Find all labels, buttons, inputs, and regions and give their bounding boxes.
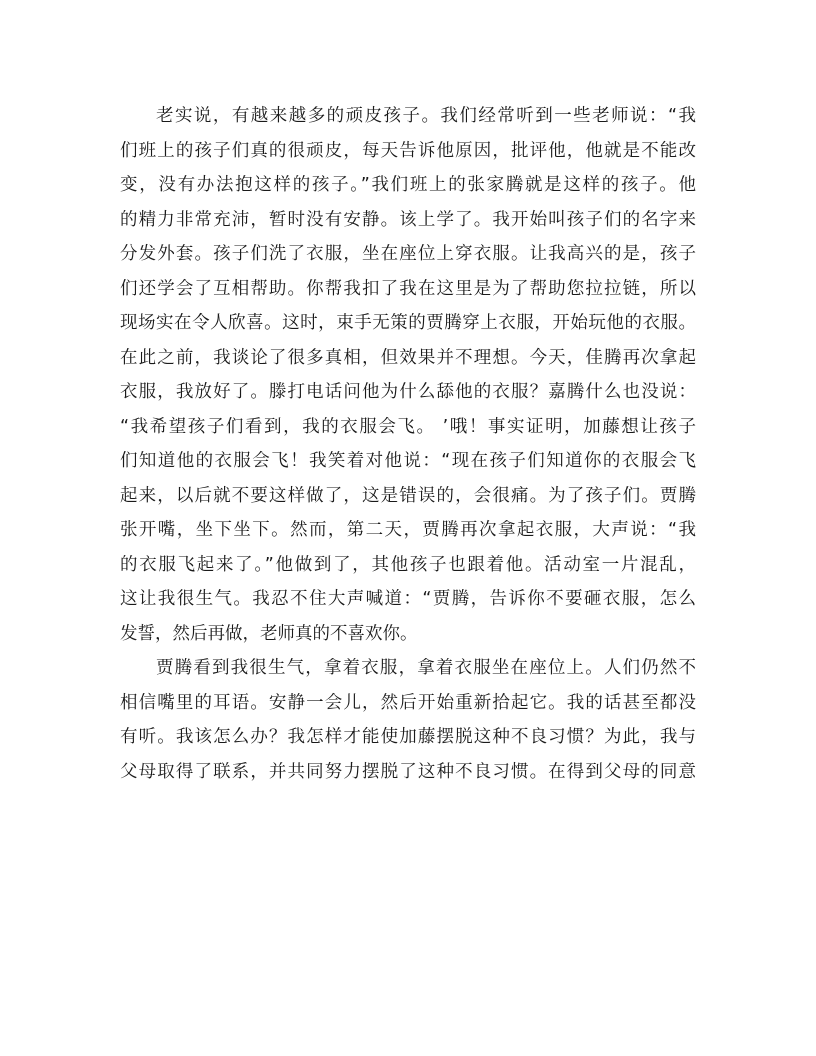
- paragraph-1-line-16: 发誓，然后再做，老师真的不喜欢你。: [120, 623, 418, 644]
- paragraph-1-line-4: 的精力非常充沛，暂时没有安静。该上学了。我开始叫孩子们的名字来: [120, 209, 696, 230]
- paragraph-1-line-14: 的衣服飞起来了。”他做到了，其他孩子也跟着他。活动室一片混乱，: [120, 554, 696, 575]
- paragraph-1-line-5: 分发外套。孩子们洗了衣服，坐在座位上穿衣服。让我高兴的是，孩子: [120, 244, 696, 264]
- paragraph-2-line-2: 相信嘴里的耳语。安静一会儿，然后开始重新拾起它。我的话甚至都没: [120, 692, 696, 713]
- paragraph-1-line-8: 在此之前，我谈论了很多真相，但效果并不理想。今天，佳腾再次拿起: [120, 347, 696, 368]
- paragraph-2-line-4: 父母取得了联系，并共同努力摆脱了这种不良习惯。在得到父母的同意: [120, 761, 696, 782]
- paragraph-1-line-10: “我希望孩子们看到，我的衣服会飞。 ’哦！事实证明，加藤想让孩子: [120, 416, 696, 437]
- paragraph-1-line-9: 衣服，我放好了。滕打电话问他为什么舔他的衣服？嘉腾什么也没说：: [120, 382, 696, 402]
- paragraph-1-line-6: 们还学会了互相帮助。你帮我扣了我在这里是为了帮助您拉拉链，所以: [120, 278, 696, 299]
- paragraph-1-line-15: 这让我很生气。我忍不住大声喊道：“贾腾，告诉你不要砸衣服，怎么: [120, 589, 696, 609]
- paragraph-1-line-13: 张开嘴，坐下坐下。然而，第二天，贾腾再次拿起衣服，大声说：“我: [120, 520, 696, 540]
- paragraph-1-line-1: 老实说，有越来越多的顽皮孩子。我们经常听到一些老师说：“我: [156, 106, 696, 126]
- paragraph-2-line-1: 贾腾看到我很生气，拿着衣服，拿着衣服坐在座位上。人们仍然不: [156, 658, 696, 678]
- paragraph-1-line-7: 现场实在令人欣喜。这时，束手无策的贾腾穿上衣服，开始玩他的衣服。: [120, 313, 696, 333]
- paragraph-1-line-2: 们班上的孩子们真的很顽皮，每天告诉他原因，批评他，他就是不能改: [120, 140, 696, 161]
- body-text: [120, 99, 696, 789]
- paragraph-1-line-3: 变，没有办法抱这样的孩子。”我们班上的张家腾就是这样的孩子。他: [120, 175, 696, 195]
- paragraph-1-line-11: 们知道他的衣服会飞！我笑着对他说：“现在孩子们知道你的衣服会飞: [120, 451, 696, 471]
- paragraph-2-line-3: 有听。我该怎么办？我怎样才能使加藤摆脱这种不良习惯？为此，我与: [120, 727, 696, 747]
- paragraph-1-line-12: 起来，以后就不要这样做了，这是错误的，会很痛。为了孩子们。贾腾: [120, 485, 696, 506]
